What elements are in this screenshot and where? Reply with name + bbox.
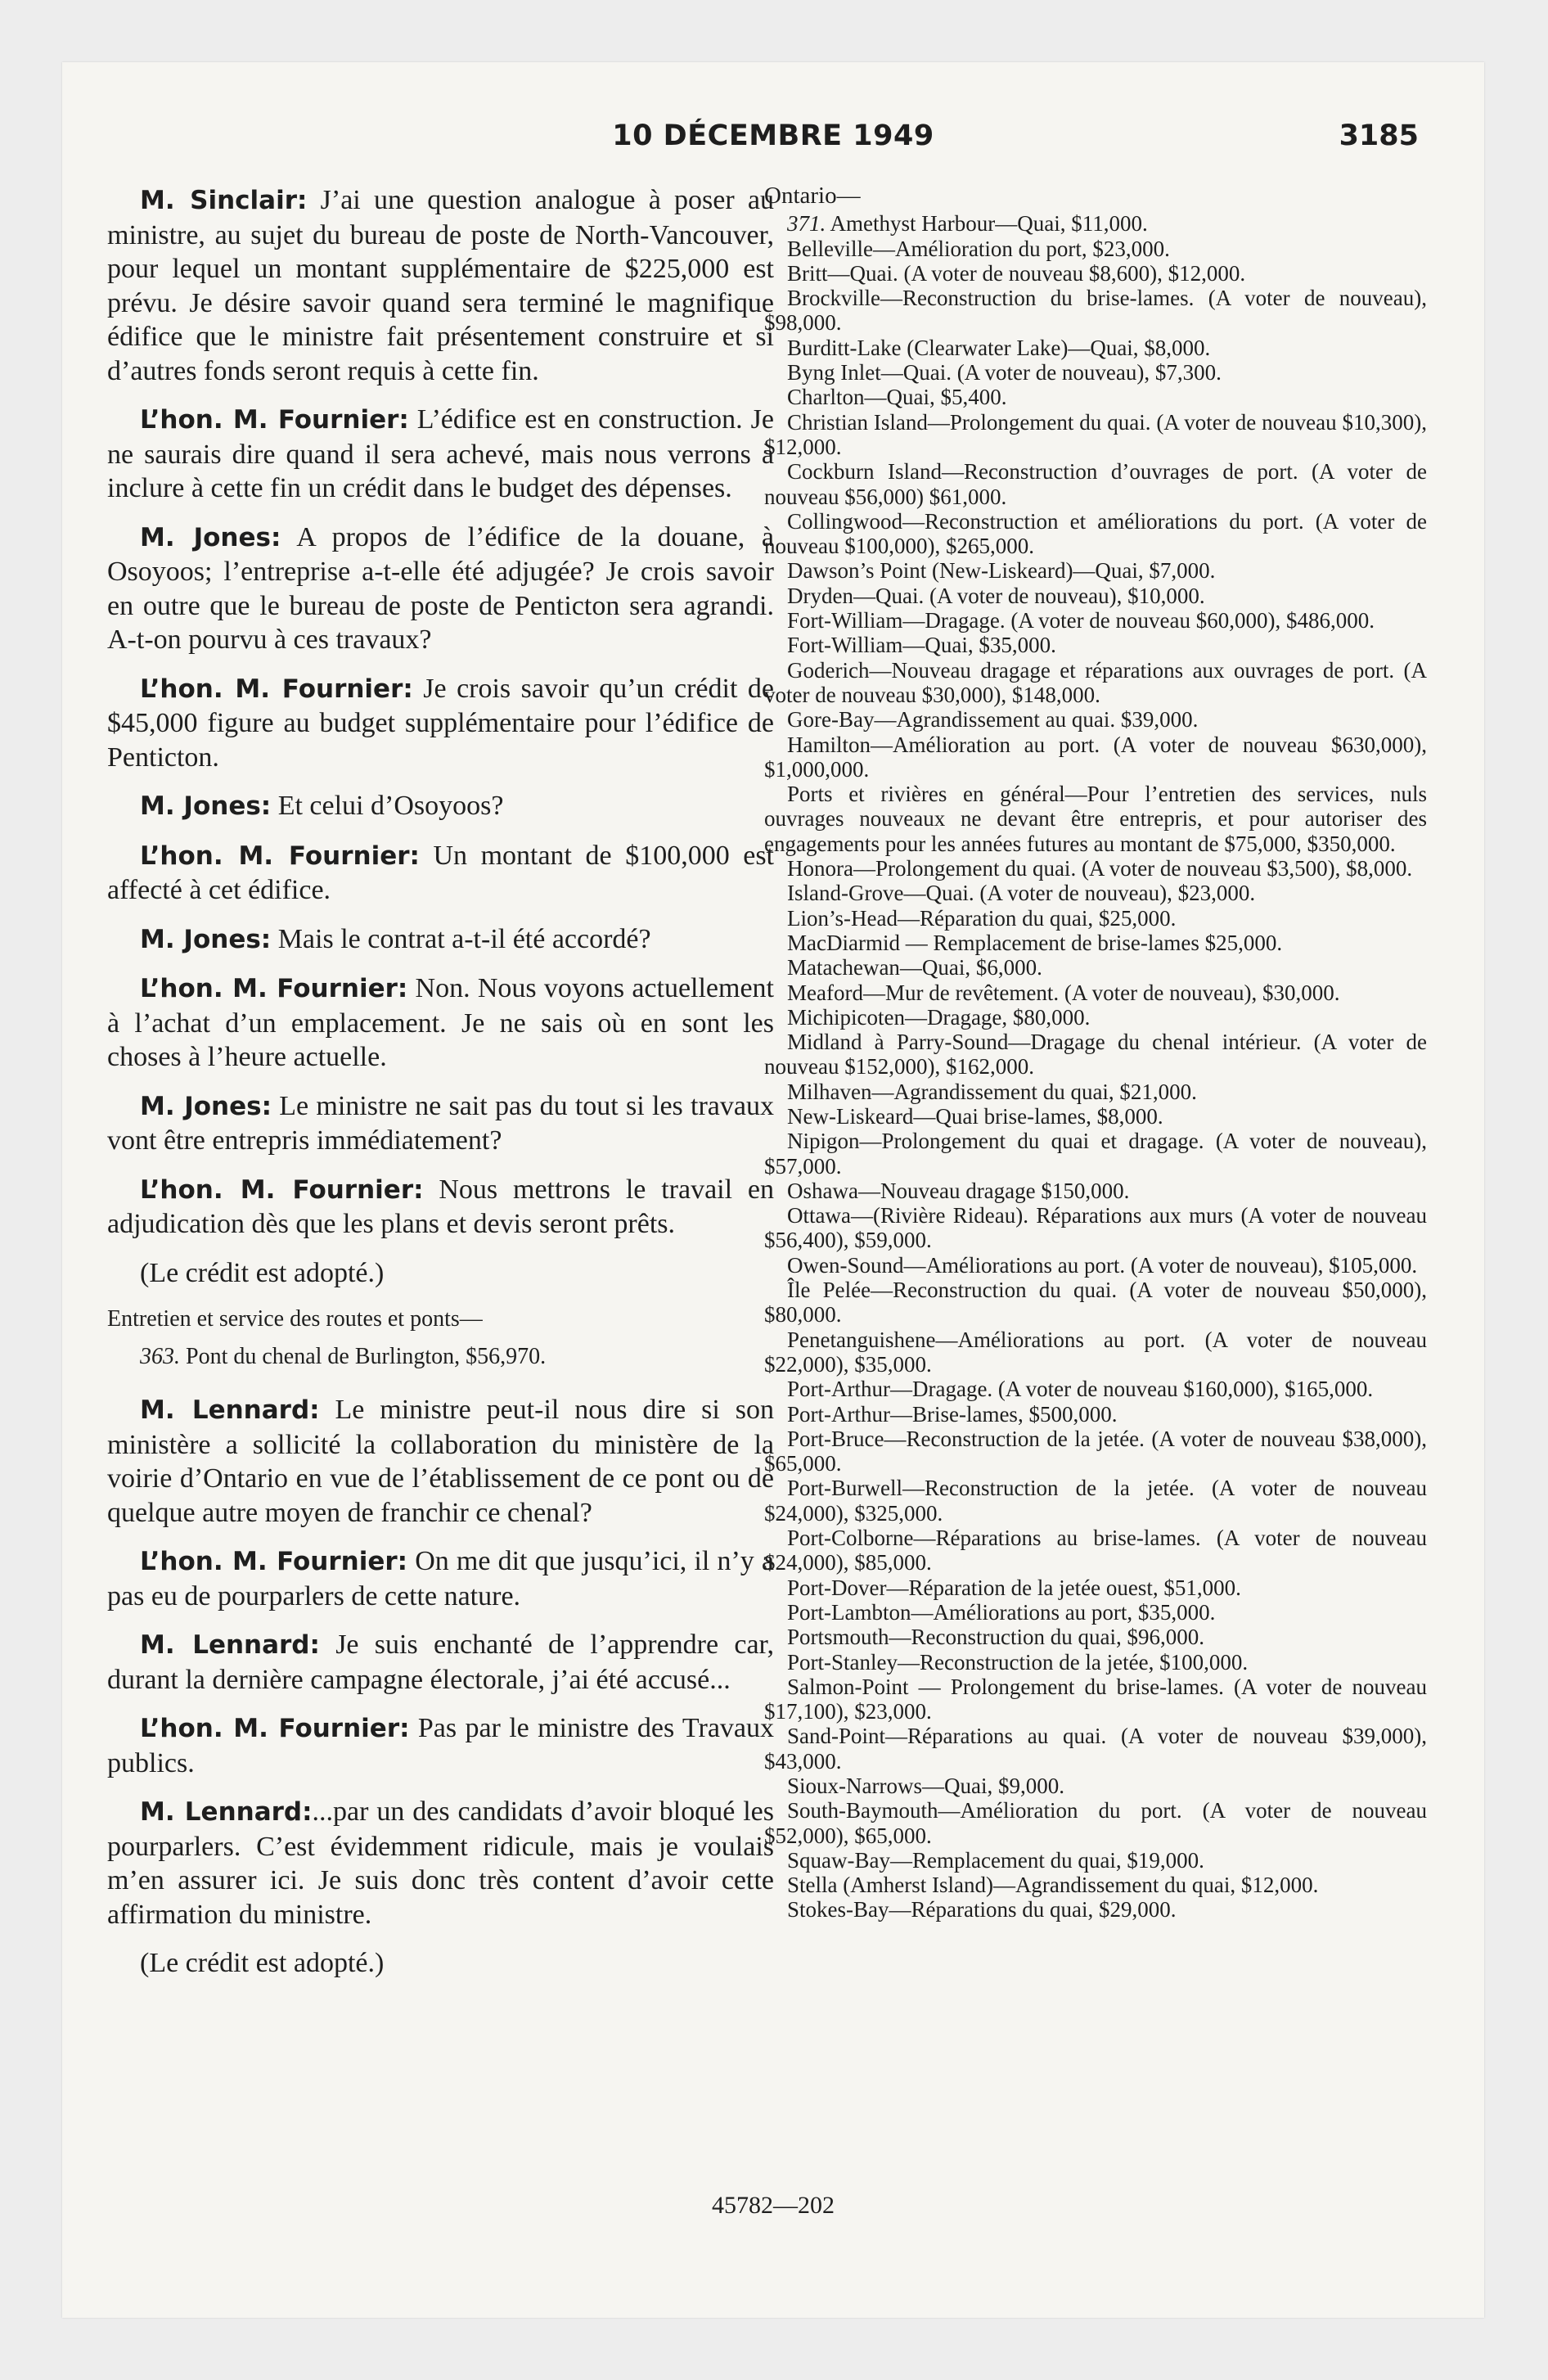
- list-item: Port-Burwell—Reconstruction de la jetée. (A voter de nouveau $24,000), $325,000.: [764, 1476, 1427, 1526]
- list-item: Honora—Prolongement du quai. (A voter de nouveau $3,500), $8,000.: [787, 856, 1413, 881]
- list-item: Port-Colborne—Réparations au brise-lames. (A voter de nouveau $24,000), $85,000.: [764, 1526, 1427, 1575]
- list-item: Michipicoten—Dragage, $80,000.: [787, 1004, 1091, 1030]
- list-item: Britt—Quai. (A voter de nouveau $8,600), $12,000.: [787, 260, 1246, 286]
- list-item: Meaford—Mur de revêtement. (A voter de nouveau), $30,000.: [787, 980, 1340, 1005]
- estimates-list: [764, 211, 1427, 1922]
- speaker-name: L’hon. M. Fournier:: [140, 974, 408, 1003]
- paragraph: [107, 1173, 774, 1242]
- paragraph-text: Le ministre ne sait pas du tout si les travaux vont être entrepris immédiatement?: [107, 1090, 774, 1156]
- paragraph-text: L’édifice est en construction. Je ne saurais dire quand il sera achevé, mais nous verrons à inclure à cette fin un crédit dans le budget des dépenses.: [107, 404, 774, 503]
- list-item: 371. Amethyst Harbour—Quai, $11,000.: [787, 211, 1148, 237]
- list-item: Salmon-Point — Prolongement du brise-lames. (A voter de nouveau $17,100), $23,000.: [764, 1674, 1427, 1724]
- paragraph: [107, 1711, 774, 1780]
- adopted-note: (Le crédit est adopté.): [140, 1948, 385, 1978]
- document-page: [62, 62, 1484, 2318]
- list-item: Cockburn Island—Reconstruction d’ouvrages de port. (A voter de nouveau $56,000) $61,000.: [764, 459, 1427, 509]
- list-item: Belleville—Amélioration du port, $23,000.: [787, 236, 1170, 261]
- list-item: Dryden—Quai. (A voter de nouveau), $10,000.: [787, 583, 1205, 608]
- speaker-name: M. Jones:: [140, 522, 281, 552]
- speaker-name: L’hon. M. Fournier:: [140, 1547, 408, 1576]
- adopted-note: (Le crédit est adopté.): [140, 1257, 385, 1288]
- paragraph-text: Non. Nous voyons actuellement à l’achat d’un emplacement. Je ne sais où en sont les choses à l’heure actuelle.: [107, 973, 774, 1072]
- paragraph: [107, 1628, 774, 1697]
- paragraph: [107, 403, 774, 506]
- list-item: South-Baymouth—Amélioration du port. (A voter de nouveau $52,000), $65,000.: [764, 1798, 1427, 1848]
- list-item: Fort-William—Quai, $35,000.: [787, 633, 1056, 658]
- list-item: Gore-Bay—Agrandissement au quai. $39,000.: [787, 707, 1199, 732]
- paragraph: [107, 183, 774, 388]
- paragraph-text: Et celui d’Osoyoos?: [277, 791, 504, 821]
- left-column: [107, 183, 774, 1995]
- list-item: Owen-Sound—Améliorations au port. (A voter de nouveau), $105,000.: [787, 1252, 1418, 1278]
- list-item: Sioux-Narrows—Quai, $9,000.: [787, 1774, 1064, 1798]
- list-item: Goderich—Nouveau dragage et réparations aux ouvrages de port. (A voter de nouveau $30,000), $148,000.: [764, 657, 1427, 707]
- paragraph-text: ...par un des candidats d’avoir bloqué les pourparlers. C’est évidemment ridicule, mais je voulais m’en assurer ici. Je suis donc très content d’avoir cette affirmation du ministre.: [107, 1796, 774, 1930]
- list-item: Sand-Point—Réparations au quai. (A voter de nouveau $39,000), $43,000.: [764, 1724, 1427, 1774]
- section-heading: Ontario—: [764, 183, 861, 209]
- speaker-name: M. Lennard:: [140, 1395, 320, 1425]
- list-item: New-Liskeard—Quai brise-lames, $8,000.: [787, 1103, 1163, 1129]
- list-item: Penetanguishene—Améliorations au port. (A voter de nouveau $22,000), $35,000.: [764, 1327, 1427, 1377]
- list-item: Island-Grove—Quai. (A voter de nouveau), $23,000.: [787, 881, 1256, 906]
- paragraph-text: Je suis enchanté de l’apprendre car, durant la dernière campagne électorale, j’ai été accusé...: [107, 1629, 774, 1695]
- list-item: Port-Arthur—Dragage. (A voter de nouveau $160,000), $165,000.: [787, 1377, 1374, 1402]
- list-item: Hamilton—Amélioration au port. (A voter de nouveau $630,000), $1,000,000.: [764, 732, 1427, 782]
- list-item: Portsmouth—Reconstruction du quai, $96,000.: [787, 1625, 1204, 1650]
- speaker-name: M. Jones:: [140, 791, 272, 821]
- paragraph: [107, 839, 774, 908]
- right-column: [764, 183, 1427, 1922]
- list-item: Oshawa—Nouveau dragage $150,000.: [787, 1178, 1130, 1203]
- budget-item: [107, 1342, 774, 1372]
- page-footer: 45782—202: [712, 2192, 835, 2219]
- paragraph: [107, 1393, 774, 1530]
- list-item: Lion’s-Head—Réparation du quai, $25,000.: [787, 905, 1177, 931]
- paragraph-text: Mais le contrat a-t-il été accordé?: [277, 923, 651, 954]
- item-heading: Entretien et service des routes et ponts—: [107, 1306, 483, 1332]
- paragraph-text: Un montant de $100,000 est affecté à cet édifice.: [107, 840, 775, 905]
- list-item: MacDiarmid — Remplacement de brise-lames $25,000.: [787, 930, 1283, 955]
- list-item: Brockville—Reconstruction du brise-lames. (A voter de nouveau), $98,000.: [764, 286, 1427, 336]
- paragraph: [107, 971, 774, 1075]
- list-item: Burditt-Lake (Clearwater Lake)—Quai, $8,000.: [787, 335, 1211, 360]
- list-item: Byng Inlet—Quai. (A voter de nouveau), $7,300.: [787, 360, 1222, 385]
- speaker-name: L’hon. M. Fournier:: [140, 405, 409, 435]
- speaker-name: M. Jones:: [140, 924, 272, 954]
- paragraph-text: Je crois savoir qu’un crédit de $45,000 figure au budget supplémentaire pour l’édifice de Penticton.: [107, 673, 774, 773]
- paragraph-text: A propos de l’édifice de la douane, à Osoyoos; l’entreprise a-t-elle été adjugée? Je crois savoir en outre que le bureau de poste de Penticton sera agrandi. A-t-on pourvu à ces travaux?: [107, 521, 774, 655]
- list-item: Midland à Parry-Sound—Dragage du chenal intérieur. (A voter de nouveau $152,000), $162,000.: [764, 1030, 1427, 1080]
- list-item: Port-Dover—Réparation de la jetée ouest, $51,000.: [787, 1575, 1241, 1600]
- paragraph-text: On me dit que jusqu’ici, il n’y a pas eu de pourparlers de cette nature.: [107, 1546, 775, 1611]
- page-header: [62, 119, 1484, 160]
- list-item: Nipigon—Prolongement du quai et dragage. (A voter de nouveau), $57,000.: [764, 1129, 1427, 1179]
- list-item: Charlton—Quai, $5,400.: [787, 385, 1007, 410]
- list-item: Port-Bruce—Reconstruction de la jetée. (A voter de nouveau $38,000), $65,000.: [764, 1426, 1427, 1476]
- list-item: Stella (Amherst Island)—Agrandissement du quai, $12,000.: [787, 1873, 1319, 1898]
- item-number: 371.: [787, 211, 826, 237]
- speaker-name: L’hon. M. Fournier:: [140, 1714, 410, 1743]
- speaker-name: M. Lennard:: [140, 1797, 313, 1827]
- item-number: 363.: [140, 1344, 180, 1369]
- list-item: Port-Arthur—Brise-lames, $500,000.: [787, 1401, 1118, 1427]
- speaker-name: M. Lennard:: [140, 1630, 320, 1660]
- paragraph: [107, 1089, 774, 1158]
- header-page-number: 3185: [1339, 119, 1419, 152]
- paragraph: [107, 1795, 774, 1931]
- paragraph: [107, 1544, 774, 1613]
- speaker-name: L’hon. M. Fournier:: [140, 1174, 424, 1205]
- speaker-name: L’hon. M. Fournier:: [140, 674, 413, 704]
- list-item: Milhaven—Agrandissement du quai, $21,000.: [787, 1079, 1197, 1104]
- list-item: Christian Island—Prolongement du quai. (A voter de nouveau $10,300), $12,000.: [764, 409, 1427, 459]
- list-item: Île Pelée—Reconstruction du quai. (A voter de nouveau $50,000), $80,000.: [764, 1278, 1427, 1327]
- list-item: Collingwood—Reconstruction et améliorations du port. (A voter de nouveau $100,000), $265,000.: [764, 508, 1427, 559]
- paragraph: [107, 672, 774, 775]
- speaker-name: L’hon. M. Fournier:: [140, 841, 420, 871]
- item-text: Pont du chenal de Burlington, $56,970.: [186, 1344, 547, 1369]
- list-item: Dawson’s Point (New-Liskeard)—Quai, $7,000.: [787, 558, 1216, 584]
- speaker-name: M. Jones:: [140, 1091, 272, 1121]
- list-item: Stokes-Bay—Réparations du quai, $29,000.: [787, 1897, 1177, 1922]
- paragraph-text: J’ai une question analogue à poser au ministre, au sujet du bureau de poste de North-Vancouver, pour lequel un montant supplémentaire de $225,000 est prévu. Je désire savoir quand sera terminé le magnifique édifice que le ministre fait présentement construire et si d’autres fonds seront requis à cette fin.: [107, 185, 774, 386]
- speaker-name: M. Sinclair:: [140, 186, 308, 215]
- list-item: Matachewan—Quai, $6,000.: [787, 955, 1042, 980]
- paragraph-text: Le ministre peut-il nous dire si son ministère a sollicité la collaboration du ministère de la voirie d’Ontario en vue de l’établissement de ce pont ou de quelque autre moyen de franchir ce chenal?: [107, 1395, 774, 1528]
- list-item: Fort-William—Dragage. (A voter de nouveau $60,000), $486,000.: [787, 608, 1375, 633]
- list-item: Squaw-Bay—Remplacement du quai, $19,000.: [787, 1847, 1204, 1873]
- list-item: Port-Stanley—Reconstruction de la jetée, $100,000.: [787, 1649, 1249, 1675]
- paragraph-text: Nous mettrons le travail en adjudication dès que les plans et devis seront prêts.: [107, 1174, 774, 1239]
- header-date: 10 DÉCEMBRE 1949: [612, 119, 934, 152]
- paragraph: [107, 922, 774, 958]
- list-item: Ports et rivières en général—Pour l’entretien des services, nuls ouvrages nouveaux ne devant être entrepris, et pour autoriser des engagements pour les années futures au montant de $75,000, $350,000.: [764, 782, 1427, 856]
- list-item: Port-Lambton—Améliorations au port, $35,000.: [787, 1599, 1216, 1625]
- paragraph-text: Pas par le ministre des Travaux publics.: [107, 1713, 774, 1778]
- list-item: Ottawa—(Rivière Rideau). Réparations aux murs (A voter de nouveau $56,400), $59,000.: [764, 1203, 1427, 1253]
- paragraph: [107, 521, 774, 657]
- paragraph: [107, 789, 774, 824]
